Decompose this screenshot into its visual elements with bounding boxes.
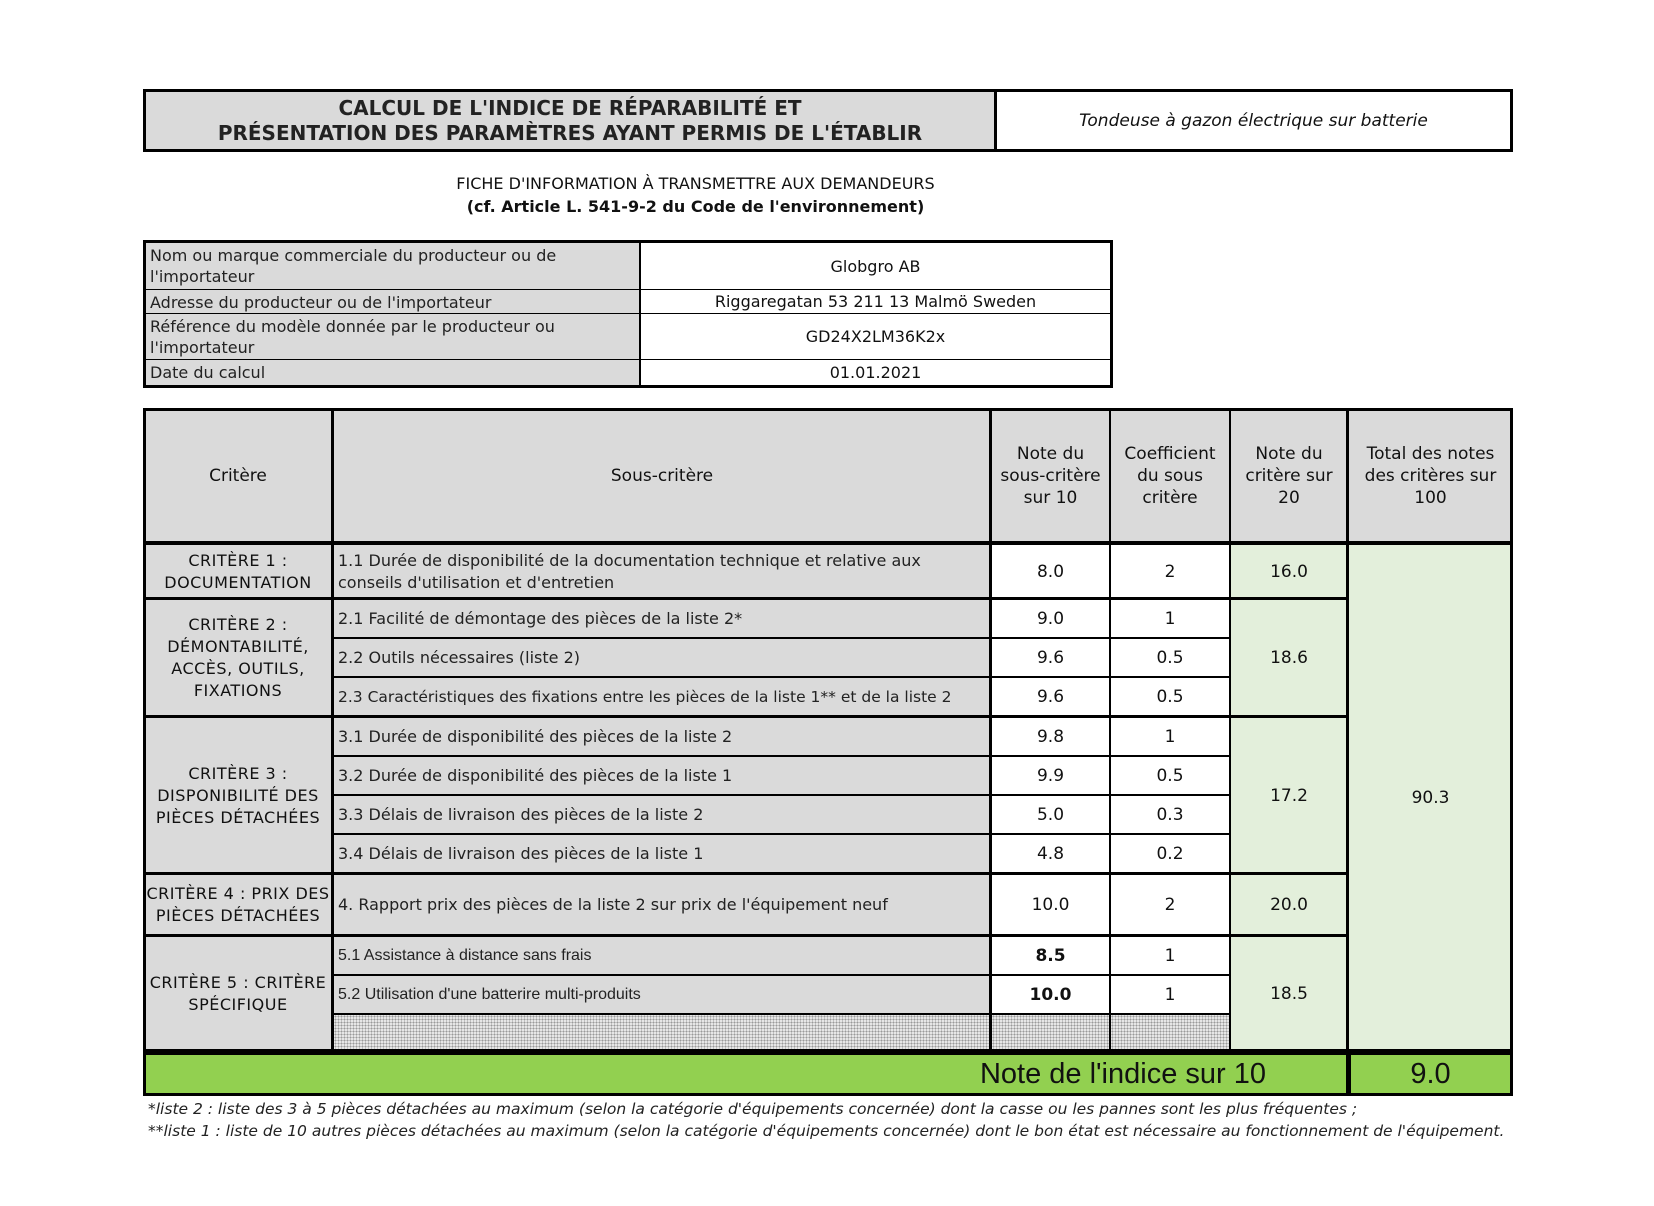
sous-critere-label: 5.2 Utilisation d'une batterire multi-produits <box>333 975 991 1014</box>
note-sous-critere: 9.9 <box>991 756 1110 795</box>
info-label: Adresse du producteur ou de l'importateur <box>146 290 641 313</box>
note-sous-critere: 10.0 <box>991 874 1110 936</box>
critere-4-label: CRITÈRE 4 : PRIX DES PIÈCES DÉTACHÉES <box>143 874 333 936</box>
sous-critere-label: 3.3 Délais de livraison des pièces de la liste 2 <box>333 795 991 834</box>
critere-1-label: CRITÈRE 1 : DOCUMENTATION <box>143 544 333 599</box>
sous-critere-label: 2.1 Facilité de démontage des pièces de la liste 2* <box>333 599 991 638</box>
header-banner <box>143 89 1513 152</box>
repairability-table <box>143 408 1513 1098</box>
coefficient: 2 <box>1110 544 1230 599</box>
info-row-date <box>146 360 1110 385</box>
document-title <box>146 92 997 149</box>
note-sous-critere: 9.8 <box>991 717 1110 756</box>
product-type: Tondeuse à gazon électrique sur batterie <box>1079 110 1428 131</box>
sous-critere-label: 2.2 Outils nécessaires (liste 2) <box>333 638 991 677</box>
empty-row-cell <box>333 1014 991 1052</box>
header-total: Total des notes des critères sur 100 <box>1348 408 1513 544</box>
coefficient: 1 <box>1110 717 1230 756</box>
critere-5-label: CRITÈRE 5 : CRITÈRE SPÉCIFIQUE <box>143 936 333 1052</box>
info-row-producer <box>146 243 1110 290</box>
index-value: 9.0 <box>1348 1052 1513 1096</box>
title-line-2: PRÉSENTATION DES PARAMÈTRES AYANT PERMIS DE L'ÉTABLIR <box>217 120 923 145</box>
critere-2-label: CRITÈRE 2 : DÉMONTABILITÉ, ACCÈS, OUTILS, FIXATIONS <box>143 599 333 717</box>
producer-info-table <box>143 240 1113 388</box>
info-heading-line-1: FICHE D'INFORMATION À TRANSMETTRE AUX DEMANDEURS <box>456 174 935 193</box>
sous-critere-label: 1.1 Durée de disponibilité de la documentation technique et relative aux conseils d'utilisation et d'entretien <box>333 544 991 599</box>
index-label-spacer <box>1266 1052 1348 1096</box>
coefficient: 0.5 <box>1110 756 1230 795</box>
header-sous-critere: Sous-critère <box>333 408 991 544</box>
note-sous-critere: 8.0 <box>991 544 1110 599</box>
note-critere-4: 20.0 <box>1230 874 1348 936</box>
info-value: 01.01.2021 <box>829 363 922 382</box>
header-note-sous-critere: Note du sous-critère sur 10 <box>991 408 1110 544</box>
note-critere-3: 17.2 <box>1230 717 1348 874</box>
coefficient: 1 <box>1110 936 1230 975</box>
sous-critere-label: 3.4 Délais de livraison des pièces de la liste 1 <box>333 834 991 874</box>
empty-row-cell <box>991 1014 1110 1052</box>
info-row-model <box>146 314 1110 360</box>
note-critere-2: 18.6 <box>1230 599 1348 717</box>
info-value: Riggaregatan 53 211 13 Malmö Sweden <box>714 292 1037 311</box>
info-value: Globgro AB <box>830 256 921 276</box>
empty-row-cell <box>1110 1014 1230 1052</box>
coefficient: 1 <box>1110 975 1230 1014</box>
header-critere: Critère <box>143 408 333 544</box>
note-critere-1: 16.0 <box>1230 544 1348 599</box>
coefficient: 1 <box>1110 599 1230 638</box>
title-line-1: CALCUL DE L'INDICE DE RÉPARABILITÉ ET <box>338 95 802 120</box>
note-sous-critere: 10.0 <box>991 975 1110 1014</box>
coefficient: 0.2 <box>1110 834 1230 874</box>
coefficient: 0.3 <box>1110 795 1230 834</box>
sous-critere-label: 3.1 Durée de disponibilité des pièces de la liste 2 <box>333 717 991 756</box>
info-value: GD24X2LM36K2x <box>805 327 946 346</box>
info-heading <box>143 172 1248 218</box>
coefficient: 2 <box>1110 874 1230 936</box>
coefficient: 0.5 <box>1110 677 1230 717</box>
sous-critere-label: 4. Rapport prix des pièces de la liste 2 sur prix de l'équipement neuf <box>333 874 991 936</box>
sous-critere-label: 2.3 Caractéristiques des fixations entre les pièces de la liste 1** et de la liste 2 <box>333 677 991 717</box>
info-heading-line-2: (cf. Article L. 541-9-2 du Code de l'environnement) <box>466 197 925 216</box>
note-sous-critere: 5.0 <box>991 795 1110 834</box>
info-label: Référence du modèle donnée par le producteur ou l'importateur <box>146 314 641 359</box>
footnote-liste-1: **liste 1 : liste de 10 autres pièces détachées au maximum (selon la catégorie d'équipements concernée) dont le bon état est nécessaire au fonctionnement de l'équipement. <box>148 1122 1505 1140</box>
note-sous-critere: 8.5 <box>991 936 1110 975</box>
note-sous-critere: 9.6 <box>991 677 1110 717</box>
info-row-address <box>146 290 1110 314</box>
header-coefficient: Coefficient du sous critère <box>1110 408 1230 544</box>
coefficient: 0.5 <box>1110 638 1230 677</box>
header-note-critere: Note du critère sur 20 <box>1230 408 1348 544</box>
note-sous-critere: 4.8 <box>991 834 1110 874</box>
footnote-liste-2: *liste 2 : liste des 3 à 5 pièces détachées au maximum (selon la catégorie d'équipements concernée) dont la casse ou les pannes sont les plus fréquentes ; <box>148 1100 1358 1118</box>
footnotes <box>148 1098 1508 1142</box>
sous-critere-label: 5.1 Assistance à distance sans frais <box>333 936 991 975</box>
index-label: Note de l'indice sur 10 <box>143 1052 1266 1096</box>
critere-3-label: CRITÈRE 3 : DISPONIBILITÉ DES PIÈCES DÉTACHÉES <box>143 717 333 874</box>
total-notes: 90.3 <box>1348 544 1513 1052</box>
note-sous-critere: 9.6 <box>991 638 1110 677</box>
info-label: Date du calcul <box>146 360 641 385</box>
sous-critere-label: 3.2 Durée de disponibilité des pièces de la liste 1 <box>333 756 991 795</box>
note-critere-5: 18.5 <box>1230 936 1348 1052</box>
info-label: Nom ou marque commerciale du producteur ou de l'importateur <box>146 243 641 289</box>
note-sous-critere: 9.0 <box>991 599 1110 638</box>
